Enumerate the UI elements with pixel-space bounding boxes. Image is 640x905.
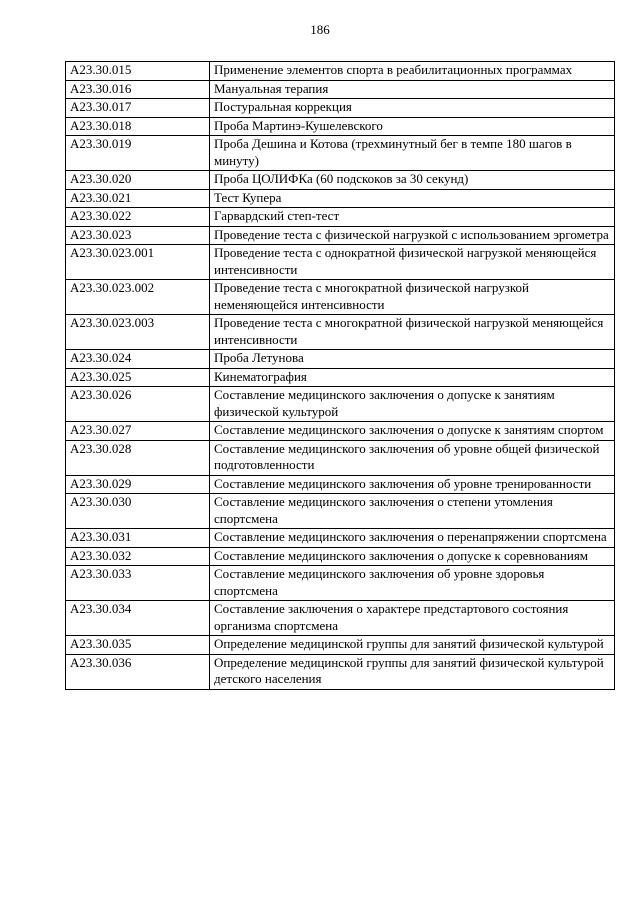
service-name-cell: Составление медицинского заключения об уровне общей физической подготовленности — [210, 440, 615, 475]
service-code-cell: A23.30.018 — [66, 117, 210, 136]
table-row — [66, 547, 615, 566]
service-code-cell: A23.30.034 — [66, 601, 210, 636]
service-name-cell: Составление медицинского заключения об уровне тренированности — [210, 475, 615, 494]
service-name-cell: Проба Дешина и Котова (трехминутный бег в темпе 180 шагов в минуту) — [210, 136, 615, 171]
service-code-cell: A23.30.023.002 — [66, 280, 210, 315]
service-code-cell: A23.30.029 — [66, 475, 210, 494]
service-codes-table — [65, 61, 615, 690]
table-row — [66, 315, 615, 350]
table-row — [66, 136, 615, 171]
service-code-cell: A23.30.023 — [66, 226, 210, 245]
service-name-cell: Гарвардский степ-тест — [210, 208, 615, 227]
service-name-cell: Мануальная терапия — [210, 80, 615, 99]
table-row — [66, 636, 615, 655]
table-row — [66, 529, 615, 548]
service-code-cell: A23.30.035 — [66, 636, 210, 655]
service-code-cell: A23.30.019 — [66, 136, 210, 171]
service-name-cell: Составление медицинского заключения о допуске к занятиям физической культурой — [210, 387, 615, 422]
service-code-cell: A23.30.031 — [66, 529, 210, 548]
service-name-cell: Тест Купера — [210, 189, 615, 208]
service-name-cell: Составление медицинского заключения о допуске к соревнованиям — [210, 547, 615, 566]
table-row — [66, 387, 615, 422]
table-row — [66, 368, 615, 387]
page-number: 186 — [310, 22, 330, 37]
table-row — [66, 245, 615, 280]
service-code-cell: A23.30.030 — [66, 494, 210, 529]
service-code-cell: A23.30.033 — [66, 566, 210, 601]
service-name-cell: Определение медицинской группы для занятий физической культурой — [210, 636, 615, 655]
service-name-cell: Проба Мартинэ-Кушелевского — [210, 117, 615, 136]
service-name-cell: Проведение теста с физической нагрузкой с использованием эргометра — [210, 226, 615, 245]
table-row — [66, 80, 615, 99]
table-row — [66, 280, 615, 315]
table-row — [66, 350, 615, 369]
table-body — [66, 62, 615, 690]
table-row — [66, 99, 615, 118]
service-name-cell: Проведение теста с многократной физической нагрузкой меняющейся интенсивности — [210, 315, 615, 350]
service-name-cell: Кинематография — [210, 368, 615, 387]
service-name-cell: Проба Летунова — [210, 350, 615, 369]
table-row — [66, 601, 615, 636]
table-row — [66, 654, 615, 689]
table-row — [66, 422, 615, 441]
service-code-cell: A23.30.026 — [66, 387, 210, 422]
service-name-cell: Составление медицинского заключения о степени утомления спортсмена — [210, 494, 615, 529]
table-row — [66, 62, 615, 81]
service-name-cell: Составление медицинского заключения о допуске к занятиям спортом — [210, 422, 615, 441]
table-row — [66, 208, 615, 227]
service-code-cell: A23.30.023.001 — [66, 245, 210, 280]
service-name-cell: Проведение теста с многократной физической нагрузкой неменяющейся интенсивности — [210, 280, 615, 315]
service-code-cell: A23.30.036 — [66, 654, 210, 689]
table-row — [66, 226, 615, 245]
service-code-cell: A23.30.027 — [66, 422, 210, 441]
service-code-cell: A23.30.024 — [66, 350, 210, 369]
service-code-cell: A23.30.020 — [66, 171, 210, 190]
service-code-cell: A23.30.016 — [66, 80, 210, 99]
table-row — [66, 117, 615, 136]
service-code-cell: A23.30.017 — [66, 99, 210, 118]
service-code-cell: A23.30.032 — [66, 547, 210, 566]
service-code-cell: A23.30.025 — [66, 368, 210, 387]
table-row — [66, 189, 615, 208]
service-code-cell: A23.30.023.003 — [66, 315, 210, 350]
service-name-cell: Составление медицинского заключения о перенапряжении спортсмена — [210, 529, 615, 548]
service-name-cell: Постуральная коррекция — [210, 99, 615, 118]
service-name-cell: Применение элементов спорта в реабилитационных программах — [210, 62, 615, 81]
table-row — [66, 171, 615, 190]
service-code-cell: A23.30.022 — [66, 208, 210, 227]
service-name-cell: Составление заключения о характере предстартового состояния организма спортсмена — [210, 601, 615, 636]
table-row — [66, 566, 615, 601]
service-code-cell: A23.30.021 — [66, 189, 210, 208]
service-name-cell: Проба ЦОЛИФКа (60 подскоков за 30 секунд) — [210, 171, 615, 190]
table-row — [66, 475, 615, 494]
table-row — [66, 494, 615, 529]
table-row — [66, 440, 615, 475]
service-code-cell: A23.30.028 — [66, 440, 210, 475]
service-name-cell: Проведение теста с однократной физической нагрузкой меняющейся интенсивности — [210, 245, 615, 280]
service-name-cell: Составление медицинского заключения об уровне здоровья спортсмена — [210, 566, 615, 601]
service-code-cell: A23.30.015 — [66, 62, 210, 81]
service-name-cell: Определение медицинской группы для занятий физической культурой детского населения — [210, 654, 615, 689]
